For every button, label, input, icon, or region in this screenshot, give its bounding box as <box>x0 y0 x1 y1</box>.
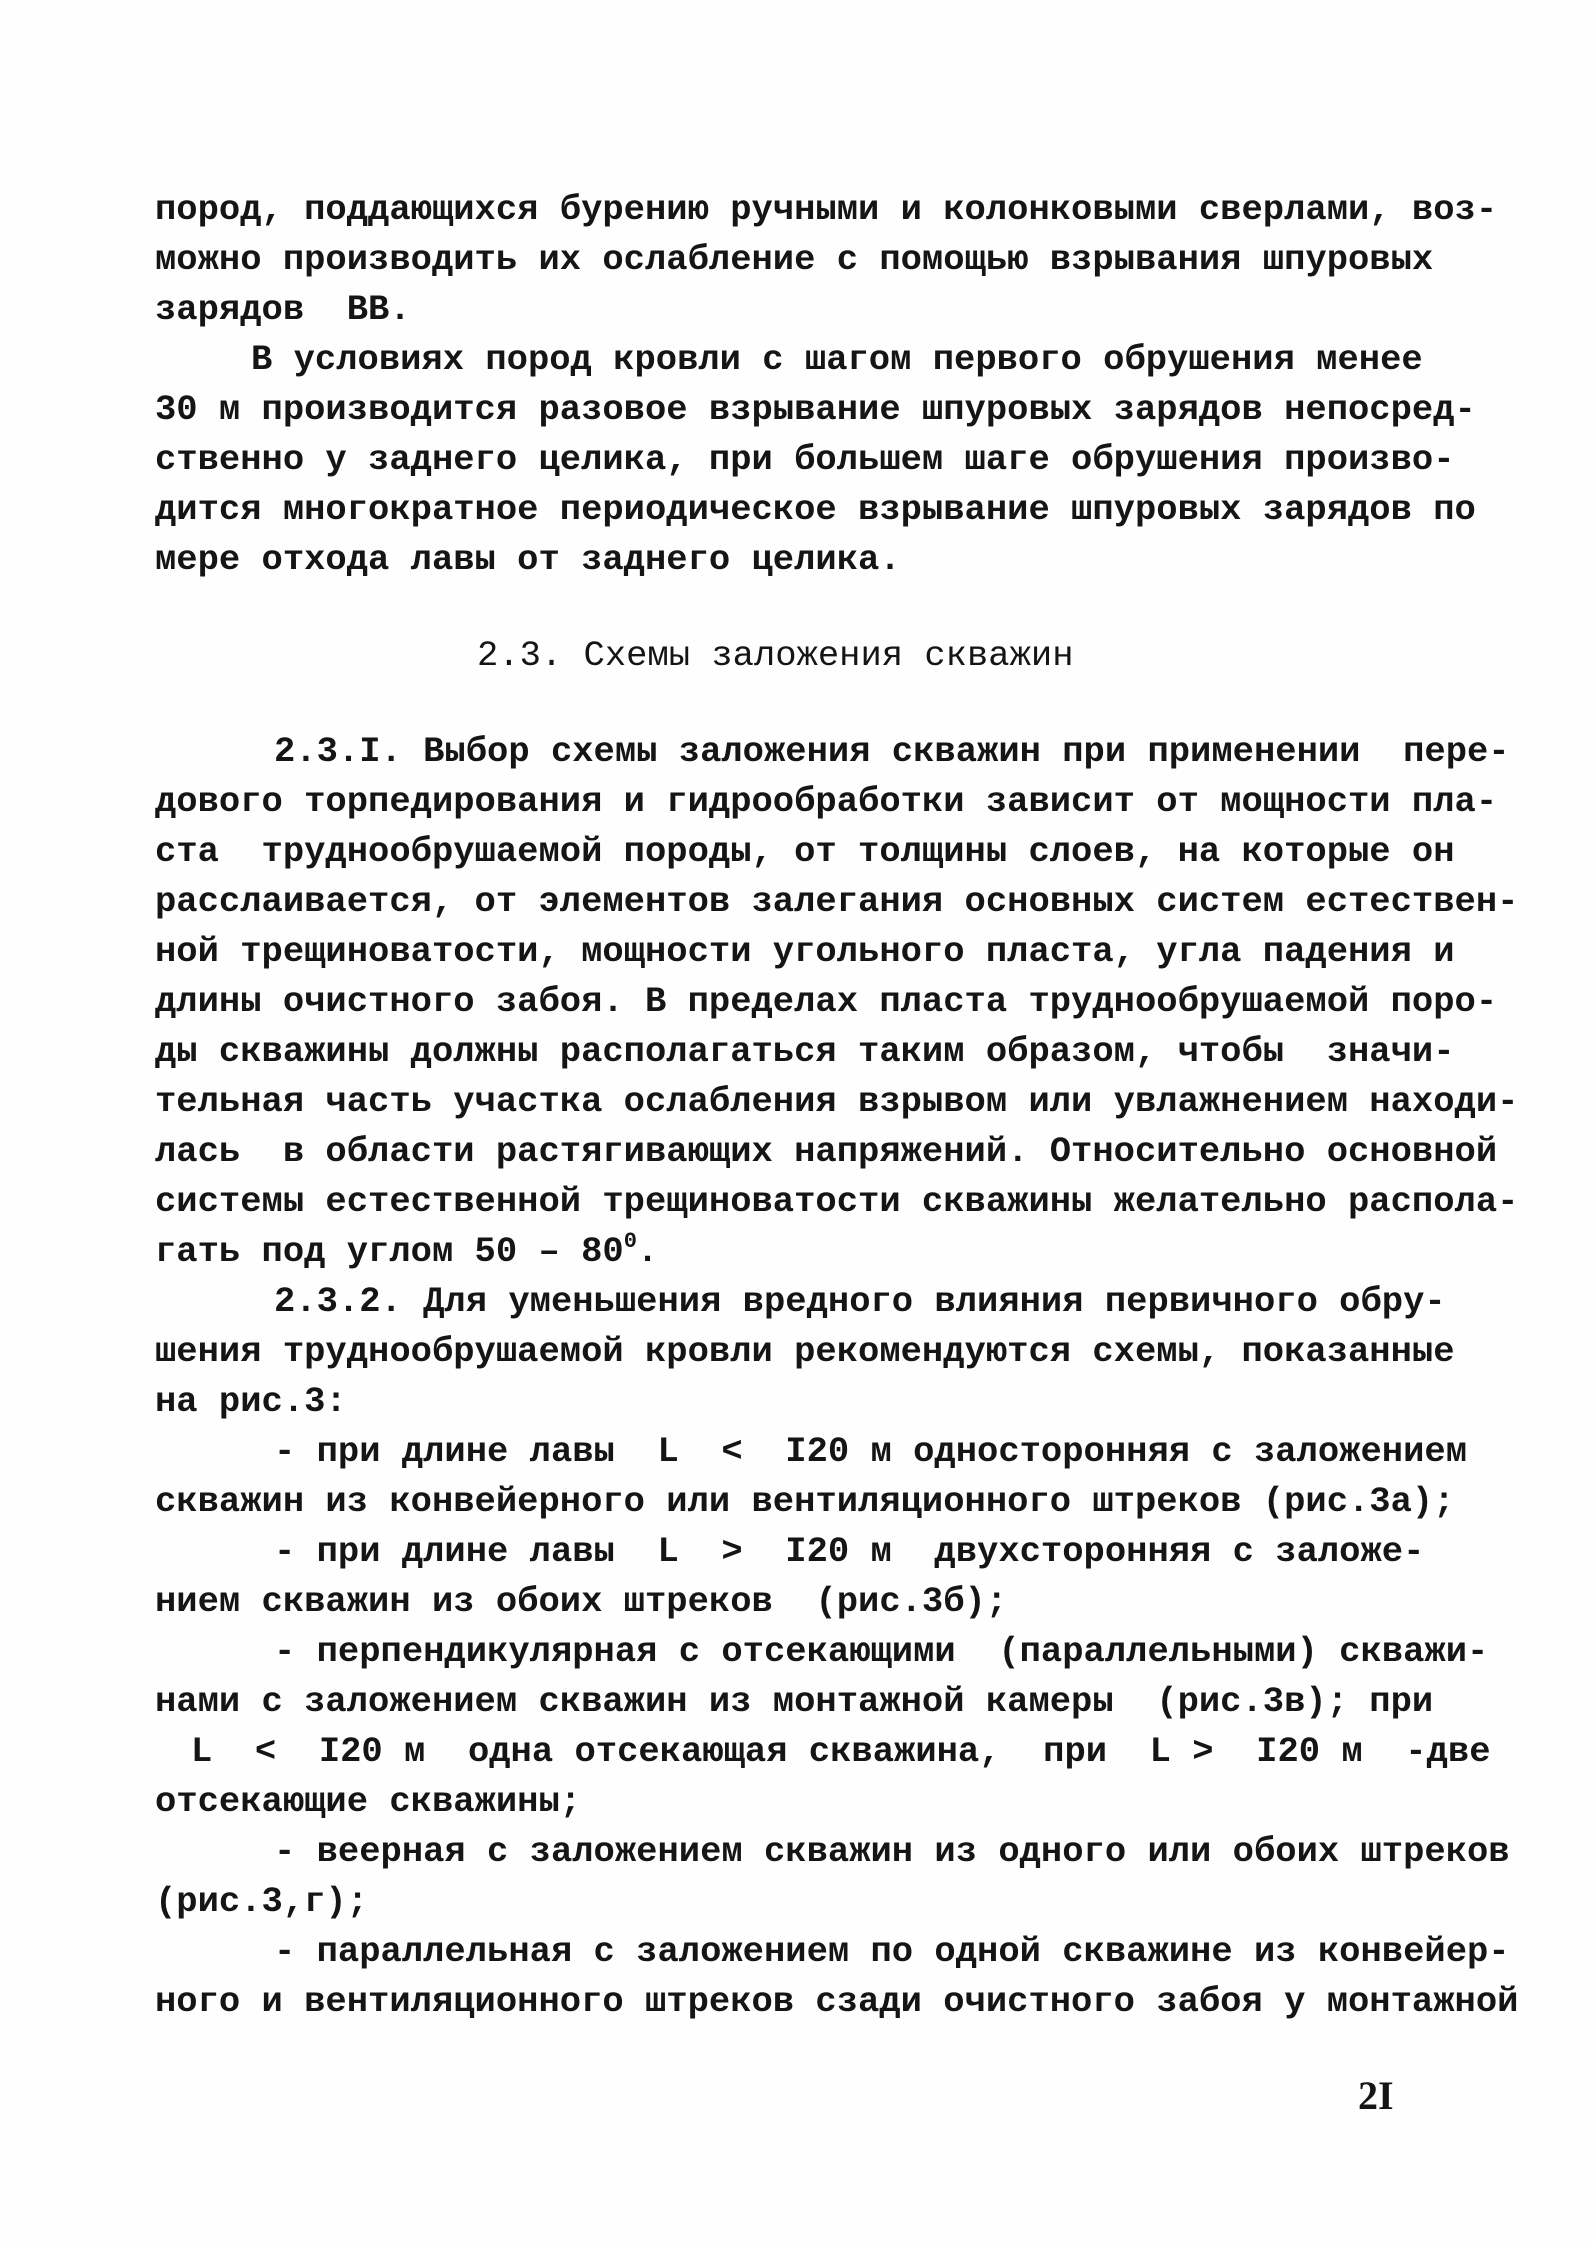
text-line: отсекающие скважины; <box>155 1781 582 1822</box>
text-line: (рис.3,г); <box>155 1881 369 1922</box>
text-line: - при длине лавы L > I20 м двухсторонняя с заложе- <box>274 1531 1425 1572</box>
text-line: ста труднообрушаемой породы, от толщины слоев, на которые он <box>155 831 1455 872</box>
text-line: зарядов ВВ. <box>155 289 411 330</box>
text-line: ственно у заднего целика, при большем шаге обрушения произво- <box>155 439 1455 480</box>
text-line: 30 м производится разовое взрывание шпуровых зарядов непосред- <box>155 389 1476 430</box>
text-line: тельная часть участка ослабления взрывом или увлажнением находи- <box>155 1081 1519 1122</box>
text-line: 2.3.2. Для уменьшения вредного влияния первичного обру- <box>274 1281 1446 1322</box>
text-line: лась в области растягивающих напряжений. Относительно основной <box>155 1131 1498 1172</box>
text-line: системы естественной трещиноватости скважины желательно распола- <box>155 1181 1519 1222</box>
text-line: расслаивается, от элементов залегания основных систем естествен- <box>155 881 1519 922</box>
text-line: дится многократное периодическое взрывание шпуровых зарядов по <box>155 489 1476 530</box>
text-line: нами с заложением скважин из монтажной камеры (рис.3в); при <box>155 1681 1434 1722</box>
text-line: мере отхода лавы от заднего целика. <box>155 539 901 580</box>
text-line: В условиях пород кровли с шагом первого обрушения менее <box>251 339 1423 380</box>
text-line: шения труднообрушаемой кровли рекомендуются схемы, показанные <box>155 1331 1455 1372</box>
text-line-with-degree <box>155 1228 658 1276</box>
text-line: 2.3.I. Выбор схемы заложения скважин при применении пере- <box>274 731 1510 772</box>
text-line: на рис.3: <box>155 1381 347 1422</box>
section-heading: 2.3. Схемы заложения скважин <box>477 635 1074 676</box>
text-line: скважин из конвейерного или вентиляционного штреков (рис.3а); <box>155 1481 1455 1522</box>
text-line: ды скважины должны располагаться таким образом, чтобы значи- <box>155 1031 1455 1072</box>
text-line: ного и вентиляционного штреков сзади очистного забоя у монтажной <box>155 1981 1519 2022</box>
text-line: - параллельная с заложением по одной скважине из конвейер- <box>274 1931 1510 1972</box>
page-number: 2I <box>1358 2073 1394 2118</box>
text-line: можно производить их ослабление с помощью взрывания шпуровых <box>155 239 1434 280</box>
sentence-end: . <box>636 1231 659 1272</box>
text-line: ной трещиноватости, мощности угольного пласта, угла падения и <box>155 931 1455 972</box>
degree-mark: 0 <box>623 1229 637 1254</box>
text-line: дового торпедирования и гидрообработки зависит от мощности пла- <box>155 781 1498 822</box>
text-line: - перпендикулярная с отсекающими (параллельными) скважи- <box>274 1631 1489 1672</box>
text-segment: гать под углом 50 – 80 <box>155 1231 624 1272</box>
text-line: L < I20 м одна отсекающая скважина, при L > I20 м -две <box>191 1731 1491 1772</box>
text-line: - веерная с заложением скважин из одного или обоих штреков <box>274 1831 1510 1872</box>
text-line: - при длине лавы L < I20 м односторонняя с заложением <box>274 1431 1467 1472</box>
text-line: длины очистного забоя. В пределах пласта труднообрушаемой поро- <box>155 981 1498 1022</box>
text-line: пород, поддающихся бурению ручными и колонковыми сверлами, воз- <box>155 189 1498 230</box>
text-line: нием скважин из обоих штреков (рис.3б); <box>155 1581 1008 1622</box>
